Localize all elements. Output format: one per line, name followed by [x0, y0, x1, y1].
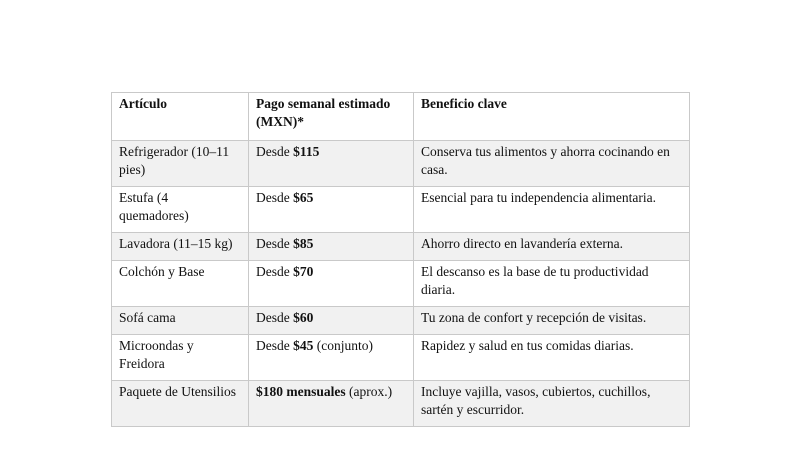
- table-row: [112, 233, 690, 261]
- price-suffix: (conjunto): [313, 338, 373, 353]
- price-table: [111, 92, 690, 427]
- table-row: [112, 307, 690, 335]
- table-row: [112, 261, 690, 307]
- price-suffix: (aprox.): [345, 384, 393, 399]
- benefit-cell: Incluye vajilla, vasos, cubiertos, cuchillos, sartén y escurridor.: [414, 381, 690, 427]
- item-cell: Microondas y Freidora: [112, 335, 249, 381]
- price-prefix: Desde: [256, 144, 294, 159]
- price-amount: $180 mensuales: [256, 384, 346, 399]
- benefit-cell: Tu zona de confort y recepción de visitas.: [414, 307, 690, 335]
- price-amount: $65: [293, 190, 314, 205]
- price-cell: [249, 307, 414, 335]
- benefit-cell: Esencial para tu independencia alimentaria.: [414, 187, 690, 233]
- price-prefix: Desde: [256, 190, 294, 205]
- price-cell: [249, 187, 414, 233]
- price-prefix: Desde: [256, 338, 294, 353]
- header-article: Artículo: [112, 93, 249, 141]
- price-cell: [249, 141, 414, 187]
- price-amount: $85: [293, 236, 314, 251]
- benefit-cell: Conserva tus alimentos y ahorra cocinando en casa.: [414, 141, 690, 187]
- item-cell: Lavadora (11–15 kg): [112, 233, 249, 261]
- price-cell: [249, 335, 414, 381]
- price-amount: $70: [293, 264, 314, 279]
- item-cell: Estufa (4 quemadores): [112, 187, 249, 233]
- price-prefix: Desde: [256, 236, 294, 251]
- table-row: [112, 187, 690, 233]
- item-cell: Paquete de Utensilios: [112, 381, 249, 427]
- table-header-row: [112, 93, 690, 141]
- price-cell: [249, 261, 414, 307]
- price-amount: $115: [293, 144, 320, 159]
- benefit-cell: Ahorro directo en lavandería externa.: [414, 233, 690, 261]
- price-cell: [249, 381, 414, 427]
- price-amount: $60: [293, 310, 314, 325]
- benefit-cell: El descanso es la base de tu productividad diaria.: [414, 261, 690, 307]
- header-weekly-payment: Pago semanal estimado (MXN)*: [249, 93, 414, 141]
- price-prefix: Desde: [256, 264, 294, 279]
- header-key-benefit: Beneficio clave: [414, 93, 690, 141]
- item-cell: Colchón y Base: [112, 261, 249, 307]
- item-cell: Sofá cama: [112, 307, 249, 335]
- table-row: [112, 335, 690, 381]
- benefit-cell: Rapidez y salud en tus comidas diarias.: [414, 335, 690, 381]
- item-cell: Refrigerador (10–11 pies): [112, 141, 249, 187]
- price-amount: $45: [293, 338, 314, 353]
- table-row: [112, 381, 690, 427]
- price-cell: [249, 233, 414, 261]
- table-row: [112, 141, 690, 187]
- price-prefix: Desde: [256, 310, 294, 325]
